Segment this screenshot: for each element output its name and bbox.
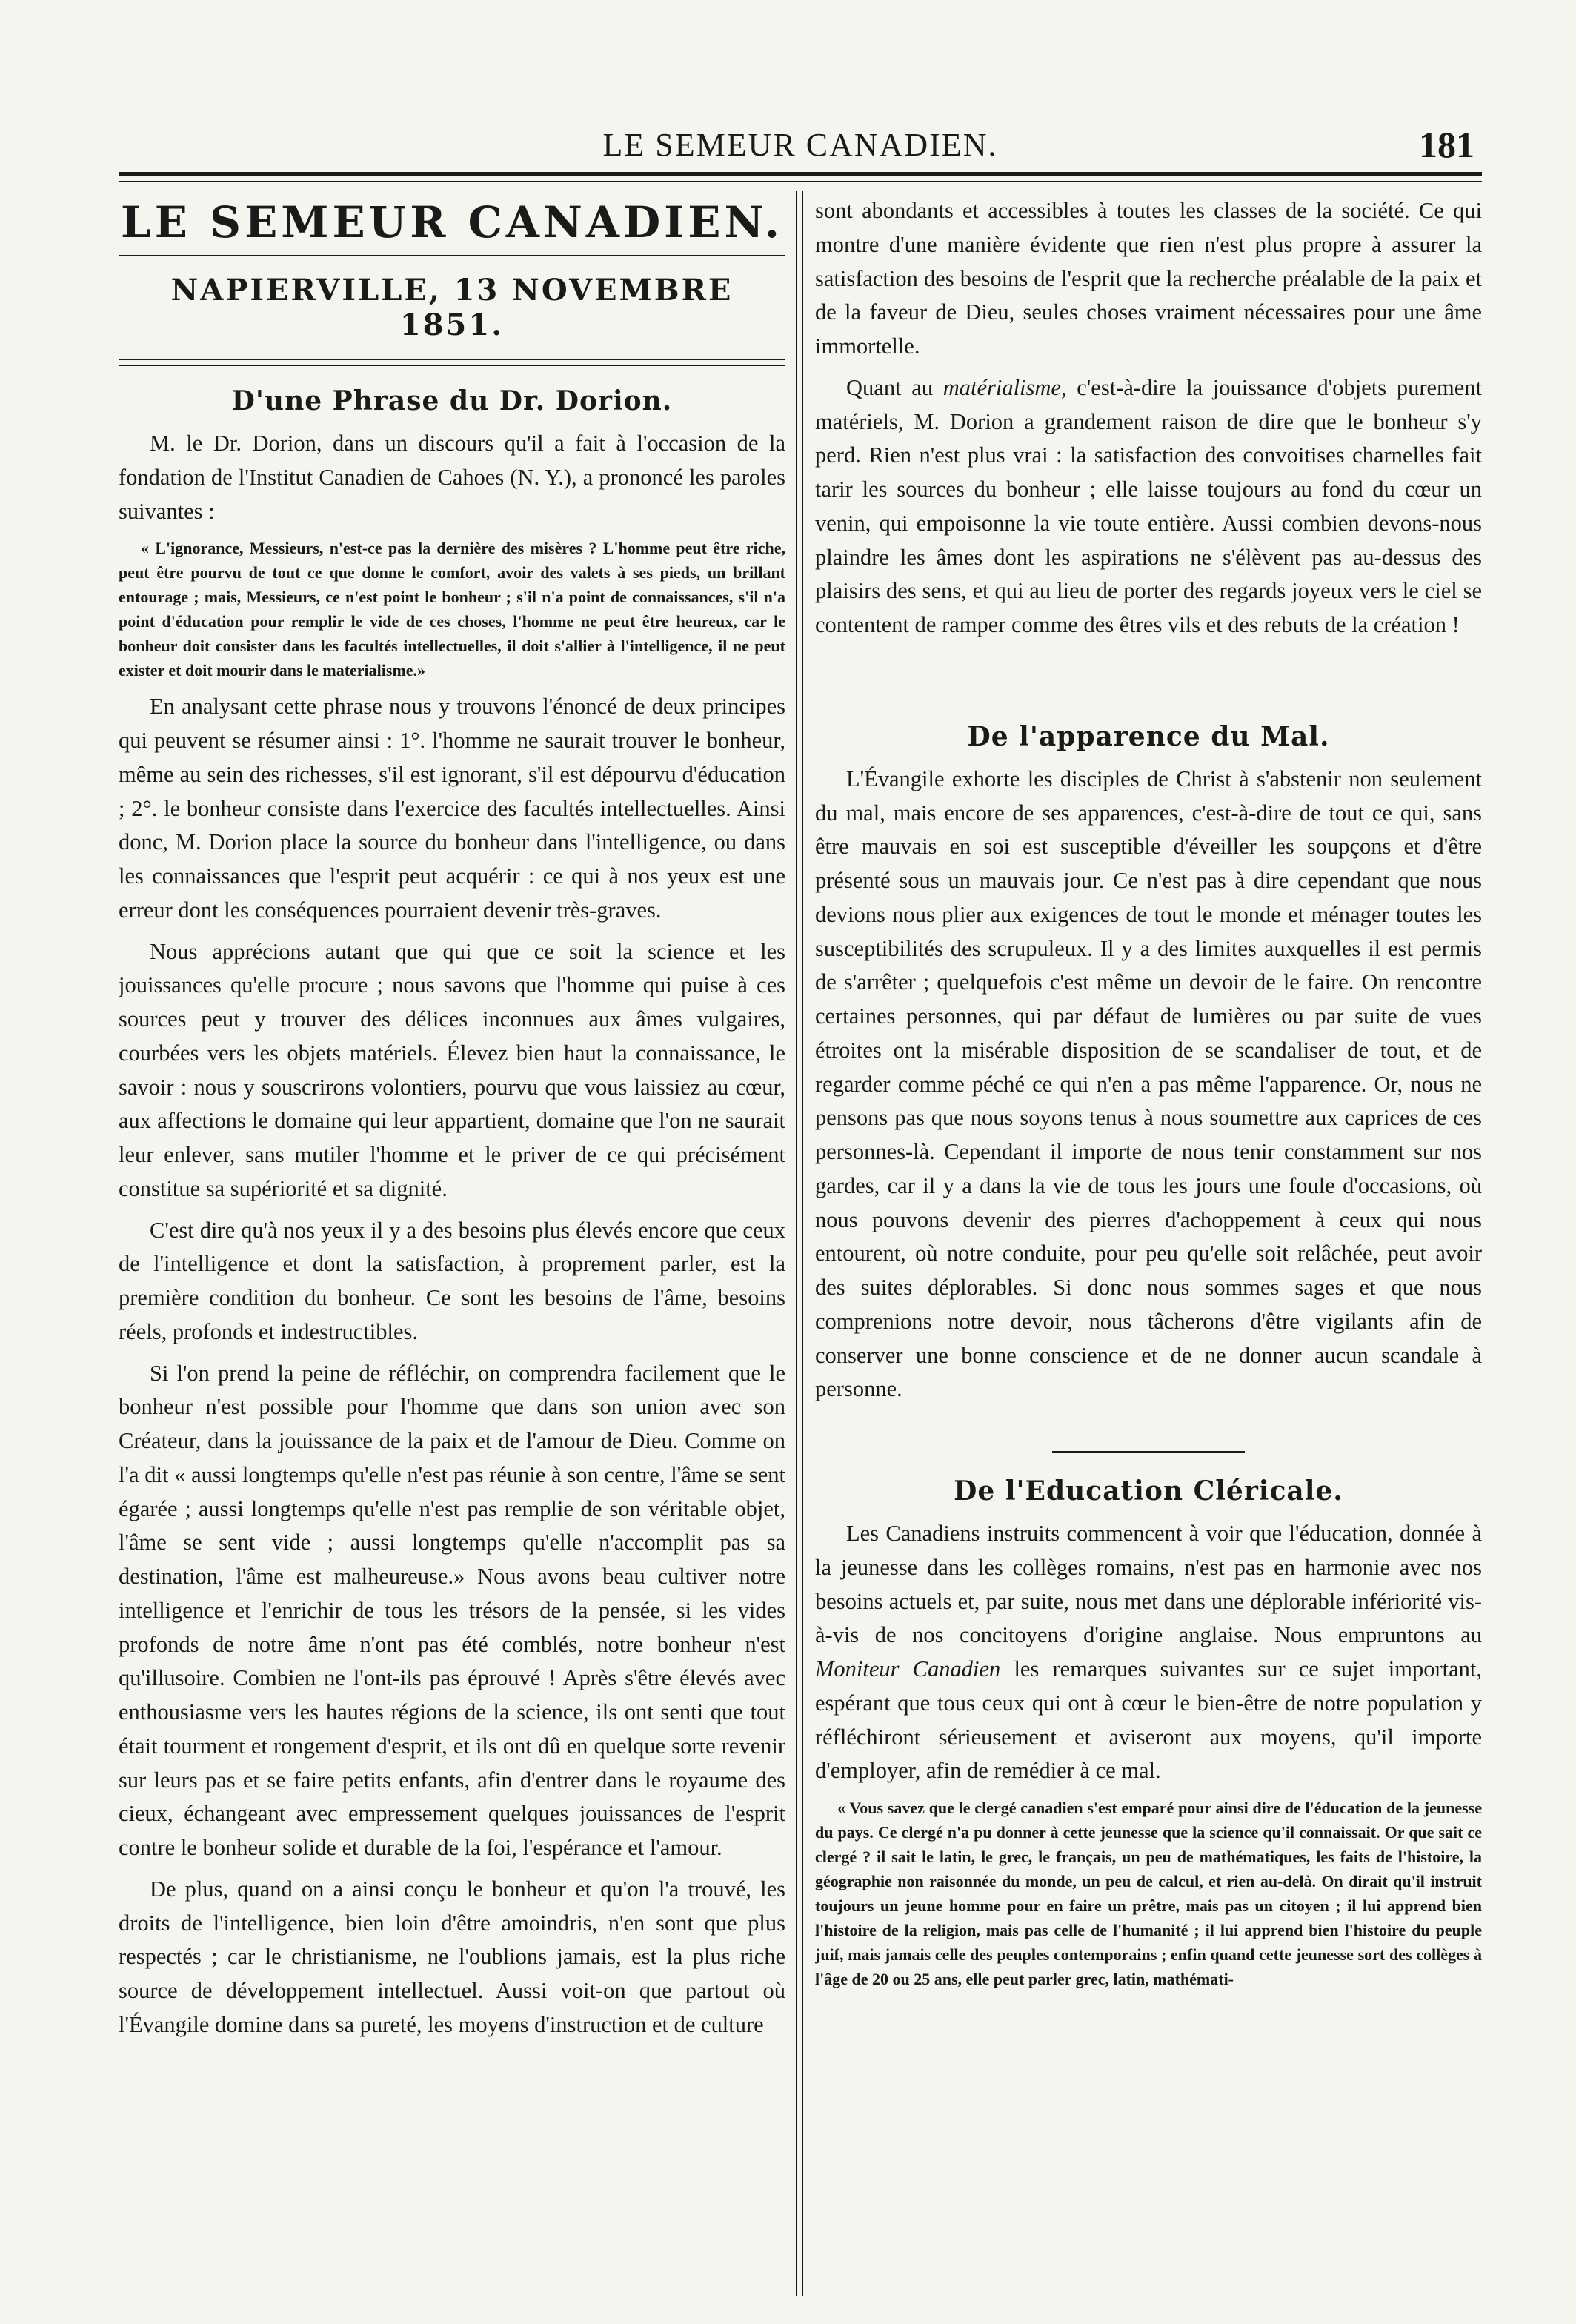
- paragraph: L'Évangile exhorte les disciples de Christ à s'abstenir non seulement du mal, mais encore de ses apparences, c'est-à-dire de tout ce qui, sans être mauvais en soi est susceptible d'éveiller les soupçons et d'être présenté sous un mauvais jour. Ce n'est pas à dire cependant que nous devions nous plier aux exigences de tout le monde et ménager toutes les susceptibilités des scrupuleux. Il y a des limites auxquelles il est permis de s'arrêter ; quelquefois c'est même un devoir de le faire. On rencontre certaines personnes, qui par défaut de lumières ou par suite de vues étroites ont la misérable disposition de se scandaliser de tout, et de regarder comme péché ce qui n'en a pas même l'apparence. Or, nous ne pensons pas que nous soyons tenus à nous soumettre aux caprices de ces personnes-là. Cependant il importe de nous tenir constamment sur nos gardes, car il y a dans la vie de tous les jours une foule d'occasions, où nous pouvons devenir des pierres d'achoppement à ceux qui nous entourent, où notre conduite, pour peu qu'elle soit relâchée, peut avoir des suites déplorables. Si donc nous sommes sages et que nous comprenions notre devoir, nous tâcherons d'être vigilants afin de conserver une bonne conscience et de ne donner aucun scandale à personne.: [815, 766, 1482, 1402]
- header-rule-thin: [119, 181, 1482, 182]
- paragraph: De plus, quand on a ainsi conçu le bonheur et qu'on l'a trouvé, les droits de l'intelligence, bien loin d'être amoindris, n'en sont que plus respectés ; car le christianisme, ne l'oublions jamais, est la plus riche source de développement intellectuel. Aussi voit-on que partout où l'Évangile domine dans sa pureté, les moyens d'instruction et de culture: [119, 1876, 785, 2037]
- paragraph: C'est dire qu'à nos yeux il y a des besoins plus élevés encore que ceux de l'intelligence et dont la satisfaction, à proprement parler, est la première condition du bonheur. Ce sont les besoins de l'âme, besoins réels, profonds et indestructibles.: [119, 1217, 785, 1344]
- dateline-rule: [119, 359, 785, 366]
- article-title-education: De l'Education Cléricale.: [954, 1475, 1343, 1507]
- dateline: NAPIERVILLE, 13 NOVEMBRE 1851.: [170, 273, 734, 342]
- masthead-rule: [119, 255, 785, 256]
- page-number: 181: [1419, 124, 1474, 165]
- paragraph: M. le Dr. Dorion, dans un discours qu'il a fait à l'occasion de la fondation de l'Institut Canadien de Cahoes (N. Y.), a prononcé les paroles suivantes :: [119, 431, 785, 524]
- spacer: [815, 650, 1482, 702]
- quotation: « L'ignorance, Messieurs, n'est-ce pas la dernière des misères ? L'homme peut être riche, peut être pourvu de tout ce que donne le comfort, avoir des valets à ses pieds, un brillant entourage ; mais, Messieurs, ce n'est point le bonheur ; s'il n'a point de connaissances, s'il n'a point d'éducation pour remplir le vide de ces choses, l'homme ne peut être heureux, car le bonheur doit consister dans les facultés intellectuelles, il doit s'allier à l'intelligence, il ne peut exister et doit mourir dans le materialisme.»: [119, 539, 785, 680]
- paragraph: Nous apprécions autant que qui que ce soit la science et les jouissances qu'elle procure ; nous savons que l'homme qui puise à ces sources peut y trouver des délices inconnues aux âmes vulgaires, courbées vers les objets matériels. Élevez bien haut la connaissance, le savoir : nous y souscrirons volontiers, pourvu que vous laissiez au cœur, aux affections le domaine qui leur appartient, domaine que l'on ne saurait leur enlever, sans mutiler l'homme et le priver de ce qui précisément constitue sa supériorité et sa dignité.: [119, 938, 785, 1201]
- column-divider: [796, 191, 803, 2296]
- running-title: LE SEMEUR CANADIEN.: [602, 127, 998, 163]
- right-column: [815, 194, 1482, 2291]
- article-title-apparence: De l'apparence du Mal.: [967, 720, 1330, 752]
- running-head: [119, 119, 1482, 170]
- left-column: [119, 194, 785, 2291]
- paragraph: Si l'on prend la peine de réfléchir, on comprendra facilement que le bonheur n'est possible pour l'homme que dans son union avec son Créateur, dans la jouissance de la paix et de l'amour de Dieu. Comme on l'a dit « aussi longtemps qu'elle n'est pas réunie à son centre, l'âme se sent égarée ; aussi longtemps qu'elle n'est pas remplie de son véritable objet, l'âme se sent vide ; aussi longtemps qu'elle n'accomplit pas sa destination, l'âme est malheureuse.» Nous avons beau cultiver notre intelligence et l'enrichir de tous les trésors de la pensée, si les vides profonds de notre âme n'ont pas été comblés, notre bonheur n'est qu'illusoire. Combien ne l'ont-ils pas éprouvé ! Après s'être élevés avec enthousiasme vers les hautes régions de la science, ils ont senti que tout était tourment et rongement d'esprit, et ils ont dû en quelque sorte revenir sur leurs pas et se faire petits enfants, afin d'entrer dans le royaume des cieux, échangeant avec empressement quelques jouissances de l'esprit contre le bonheur solide et durable de la foi, l'espérance et l'amour.: [119, 1360, 785, 1860]
- paragraph: Les Canadiens instruits commencent à voir que l'éducation, donnée à la jeunesse dans les collèges romains, n'est pas en harmonie avec nos besoins actuels et, par suite, nous met dans une déplorable infériorité vis-à-vis de nos concitoyens d'origine anglaise. Nous empruntons au Moniteur Canadien les remarques suivantes sur ce sujet important, espérant que tous ceux qui ont à cœur le bien-être de notre population y réfléchiront sérieusement et aviseront aux moyens, qu'il importe d'employer, afin de remédier à ce mal.: [815, 1521, 1482, 1784]
- emphasis: matérialisme: [942, 374, 1061, 400]
- header-rule: [119, 172, 1482, 176]
- paragraph: Quant au matérialisme, c'est-à-dire la jouissance d'objets purement matériels, M. Dorion a grandement raison de dire que le bonheur s'y perd. Rien n'est plus vrai : la satisfaction des convoitises charnelles fait tarir les sources du bonheur ; elle laisse toujours au fond du cœur un venin, qui empoisonne la vie toute entière. Aussi combien devons-nous plaindre les âmes dont les aspirations ne s'élèvent pas au-dessus des plaisirs des sens, et qui au lieu de porter des regards joyeux vers le ciel se contentent de ramper comme des êtres vils et des rebuts de la création !: [815, 374, 1482, 637]
- section-rule: [1052, 1451, 1245, 1453]
- paragraph: En analysant cette phrase nous y trouvons l'énoncé de deux principes qui peuvent se résumer ainsi : 1°. l'homme ne saurait trouver le bonheur, même au sein des richesses, s'il est ignorant, s'il est dépourvu d'éducation ; 2°. le bonheur consiste dans l'exercice des facultés intellectuelles. Ainsi donc, M. Dorion place la source du bonheur dans l'intelligence, ou dans les connaissances que l'esprit peut acquérir : ce qui à nos yeux est une erreur dont les conséquences pourraient devenir très-graves.: [119, 694, 785, 923]
- masthead-title: LE SEMEUR CANADIEN.: [121, 197, 783, 248]
- paragraph-continued: sont abondants et accessibles à toutes les classes de la société. Ce qui montre d'une manière évidente que rien n'est plus propre à assurer la satisfaction des besoins de l'esprit que la recherche préalable de la paix et de la faveur de Dieu, seules choses vraiment nécessaires pour une âme immortelle.: [815, 198, 1482, 359]
- emphasis: Moniteur Canadien: [815, 1656, 1001, 1681]
- quotation: « Vous savez que le clergé canadien s'est emparé pour ainsi dire de l'éducation de la jeunesse du pays. Ce clergé n'a pu donner à cette jeunesse que la science qu'il connaissait. Or que sait ce clergé ? il sait le latin, le grec, le français, un peu de mathématiques, les faits de l'histoire, la géographie non raisonnée du monde, un peu de calcul, et rien au-delà. On dirait qu'il instruit toujours un jeune homme pour en faire un prêtre, mais pas un citoyen ; il lui apprend bien l'histoire de la religion, mais pas celle de l'humanité ; il lui apprend bien l'histoire du peuple juif, mais jamais celle des peuples contemporains ; enfin quand cette jeunesse sort des collèges à l'âge de 20 ou 25 ans, elle peut parler grec, latin, mathémati-: [815, 1799, 1482, 1988]
- article-title-dorion: D'une Phrase du Dr. Dorion.: [231, 385, 673, 416]
